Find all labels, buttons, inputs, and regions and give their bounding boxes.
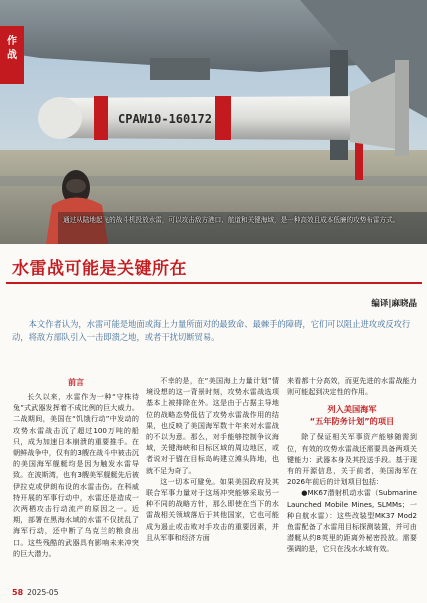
column-2 xyxy=(146,375,279,543)
article-abstract: 本文作者认为，水雷可能是地面或海上力量所面对的最致命、最棘手的障碍，它们可以阻止进攻或反攻行动，将敌方部队引入一击即溃之地，或者干扰切断贸易。 xyxy=(12,319,411,342)
section-tab xyxy=(0,26,24,84)
paragraph: 除了保证相关军事资产能够随需到位，有效的攻势水雷战还需要具备两项关键能力：武器本身及其投送手段。基于现有的开源信息，关于前者，美国海军在2026年前后的计划项目包括： xyxy=(287,432,417,487)
column-1 xyxy=(13,375,139,559)
section-heading-line-1: 列入美国海军 xyxy=(327,404,377,415)
section-heading-line-2: “五年防务计划”的项目 xyxy=(309,416,395,427)
title-divider xyxy=(6,282,422,284)
paragraph: 这一切本可避免。如果美国政府及其联合军事力量对于这场冲突能够采取另一种不同的战略方针，那么即使在当下的水雷战相关领域落后于其他国家，它也可能成为遏止或击败对手攻击的重要因素，并且从军事和经济方面 xyxy=(146,476,279,542)
section-tab-char-1: 作 xyxy=(7,36,17,47)
paragraph: 不幸的是，在“美国海上力量计划”情境设想的这一背景时刻，攻势水雷战选项基本上被排除在外。这是由于占据主导地位的战略态势低估了攻势水雷战作用的结果，也反映了美国海军数十年来对水雷战的不以为意。那么，对手能够控制争议海域，关键海峡和目标区域的周边地区，或者说对于锚在目标岛屿建立滩头阵地，也就不足为奇了。 xyxy=(146,376,279,475)
paragraph-continued: 来看都十分高效，而更先进的水雷战能力则可能起到决定性的作用。 xyxy=(287,376,417,397)
section-heading-preface: 前言 xyxy=(68,378,84,387)
page-footer xyxy=(12,588,58,597)
translator-credit: 编译|麻晓晶 xyxy=(371,299,417,309)
bullet-item: ●MK67潜射机动水雷（Submarine Launched Mobile Mines, SLMMs；一种自航水雷）：这些改装型MK37 Mod2鱼雷配备了水雷用目标探测装置，并可由潜艇从约8英里的距离外秘密投放。需要强调的是，它只在浅水水域有效。 xyxy=(287,488,417,554)
article-title: 水雷战可能是关键所在 xyxy=(12,259,187,279)
paragraph: 长久以来，水雷作为一种“守株待兔”式武器发挥着不成比例的巨大威力。二战期间，美国在“饥饿行动”中发动的攻势水雷战击沉了超过100万吨的船只，成为加速日本崩溃的重要推手。在朝鲜战争中，仅有的3艘在战斗中被击沉的美国海军舰艇均是因为触发水雷导致。在波斯湾，也有3艘美军舰艇先后被伊拉克或伊朗布设的水雷击伤。在科威特开展的军事行动中，水雷还是造成一次两栖攻击行动流产的原因之一。近期，部署在黑海水域的水雷不仅扰乱了海军行动，还中断了乌克兰的粮食出口。这些残酷的武器具有影响未来冲突的巨大潜力。 xyxy=(13,392,139,558)
hero-photo xyxy=(0,0,427,244)
section-tab-char-2: 战 xyxy=(7,50,17,61)
photo-caption: 通过从陆地起飞的战斗机投放水雷，可以攻击敌方港口、航道和关键海域，是一种高效且成本低廉的攻势布雷方式。 xyxy=(63,216,400,224)
page-number: 58 xyxy=(12,588,24,597)
issue-label: 2025-05 xyxy=(27,588,59,597)
section-heading-fydp xyxy=(287,403,417,427)
missile-marking: CPAW10-160172 xyxy=(118,112,212,126)
column-3 xyxy=(287,375,417,555)
hero-photo-illustration xyxy=(0,0,427,244)
